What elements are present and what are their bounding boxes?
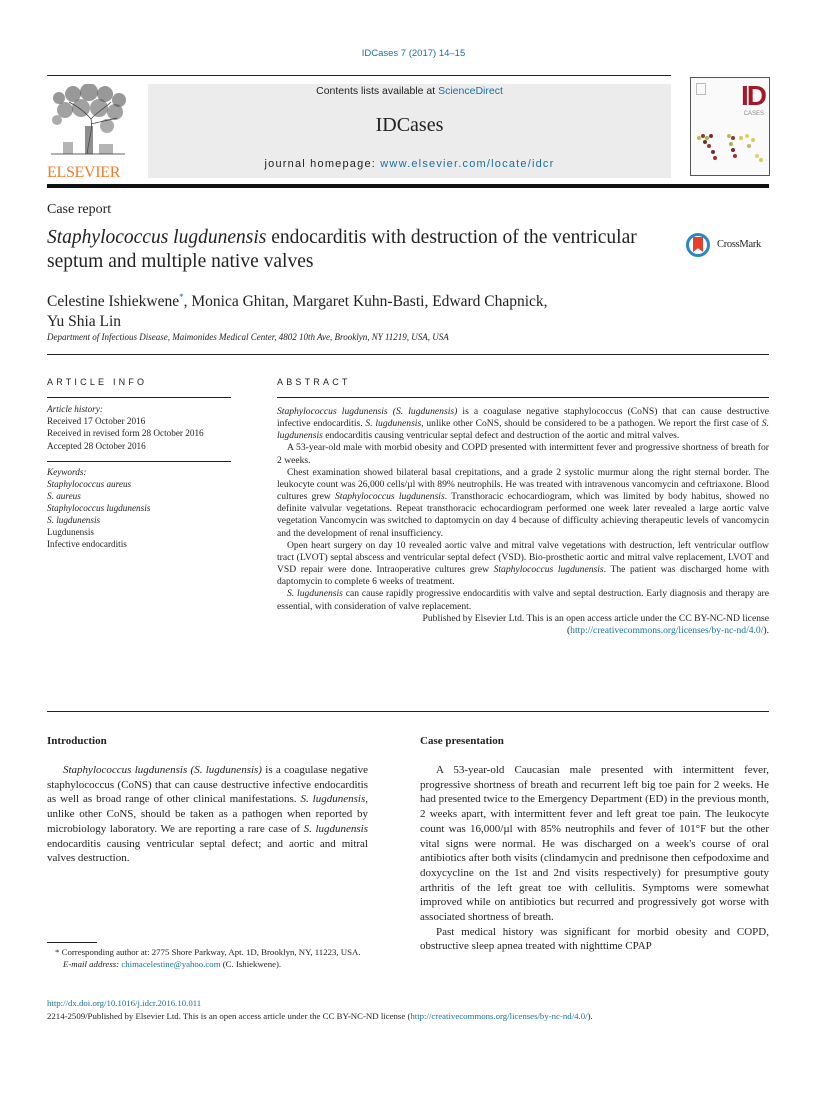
crossmark-badge[interactable]	[686, 233, 776, 263]
keyword: Staphylococcus lugdunensis	[47, 503, 151, 513]
keyword: Lugdunensis	[47, 527, 94, 537]
email-link[interactable]: chimacelestine@yahoo.com	[121, 959, 221, 969]
journal-title: IDCases	[375, 114, 444, 136]
abstract-text: is a coagulase negative staphylococcus (CoNS) that can cause destructive infective endocarditis.	[277, 406, 769, 430]
history-accepted: Accepted 28 October 2016	[47, 440, 146, 451]
title-italic-species: Staphylococcus lugdunensis	[47, 227, 267, 248]
journal-homepage-link[interactable]: www.elsevier.com/locate/idcr	[380, 158, 555, 170]
footer-license-link[interactable]: http://creativecommons.org/licenses/by-nc-nd/4.0/	[410, 1011, 588, 1021]
article-info-heading: ARTICLE INFO	[47, 377, 148, 387]
species-name: S. lugdunensis	[287, 588, 343, 600]
cover-subtitle: CASES	[743, 111, 764, 117]
footnote-mark: *	[55, 947, 60, 957]
abstract-heading: ABSTRACT	[277, 377, 351, 387]
article-title	[47, 226, 647, 274]
license-close: ).	[763, 624, 769, 636]
abstract-paragraph: A 53-year-old male with morbid obesity and COPD presented with intermittent fever and progressive shortness of breath for 2 weeks.	[277, 442, 769, 466]
cover-title: ID	[741, 80, 765, 111]
corresponding-address: Corresponding author at: 2775 Shore Parkway, Apt. 1D, Brooklyn, NY, 11223, USA.	[59, 947, 361, 957]
author-list: Celestine Ishiekwene*, Monica Ghitan, Margaret Kuhn-Basti, Edward Chapnick, Yu Shia Lin	[47, 292, 548, 331]
contents-prefix: Contents lists available at	[316, 85, 439, 97]
elsevier-tree-icon	[47, 84, 129, 160]
author-name[interactable]: Celestine Ishiekwene	[47, 293, 180, 311]
body-text: , unlike other CoNS, should be taken as a pathogen when reported by microbiology laboratory. We are reporting a rare case of	[47, 793, 368, 835]
author-name[interactable]: Margaret Kuhn-Basti	[292, 293, 425, 311]
license-text: Published by Elsevier Ltd. This is an open access article under the CC BY-NC-ND license (	[422, 612, 769, 636]
abstract-body	[277, 406, 769, 637]
abstract-text: Chest examination showed bilateral basal crepitations, and a grade 2 systolic murmur along the right sternal border. The leukocyte count was 26,000 cells/µl with 89% neutrophils. He was treated with intravenous vancomycin and ceftriaxone. Blood cultures grew	[277, 466, 769, 503]
abstract-paragraph	[277, 406, 769, 442]
species-name: S. lugdunensis	[365, 418, 422, 430]
abstract-paragraph	[277, 467, 769, 540]
page-footer	[47, 997, 769, 1023]
elsevier-logo	[47, 84, 131, 180]
species-name: S. lugdunensis	[303, 822, 368, 835]
abstract-paragraph	[277, 540, 769, 589]
keywords-rule	[47, 461, 231, 462]
case-paragraph: A 53-year-old Caucasian male presented with intermittent fever, progressive shortness of breath and recurrent left big toe pain for 2 weeks. He had presented twice to the Emergency Department (ED) in the previous month, 2 weeks apart, with intermittent fever and left great toe pain. The leukocyte count was 16,000/µl with 85% neutrophils and fever of 101°F but the other vital signs were normal. He was discharged on a week's course of oral antibiotics after both visits (clindamycin and prednisone then cefpodoxime and doxycycline on the 1st and 2nd visits respectively) for presumptive gouty arthritis of the left great toe with cellulitis. Symptoms were somewhat improved while on antibiotics but recurred and progressively got worse with associated shortness of breath.	[420, 764, 769, 924]
article-type: Case report	[47, 202, 112, 217]
history-received: Received 17 October 2016	[47, 416, 146, 427]
article-history-label: Article history:	[47, 404, 103, 414]
abstract-rule	[277, 397, 769, 398]
article-info-rule	[47, 397, 231, 398]
header-bottom-rule	[47, 354, 769, 355]
article-history	[47, 403, 237, 452]
keyword: Staphylococcus aureus	[47, 479, 132, 489]
introduction-paragraph	[47, 763, 368, 866]
keyword: S. lugdunensis	[47, 515, 101, 525]
body-text: endocarditis causing ventricular septal defect; and aortic and mitral valves destruction.	[47, 837, 368, 865]
species-name: Staphylococcus lugdunensis	[493, 564, 604, 576]
journal-cover-thumbnail[interactable]	[690, 77, 770, 176]
introduction-body	[47, 763, 368, 866]
journal-citation-link[interactable]: IDCases 7 (2017) 14–15	[361, 48, 466, 59]
contents-line	[148, 85, 671, 97]
world-map-icon	[691, 126, 769, 166]
abstract-text: endocarditis causing ventricular septal defect and destruction of the aortic and mitral valves.	[322, 430, 680, 442]
header-rule	[47, 75, 671, 76]
elsevier-wordmark: ELSEVIER	[47, 164, 121, 181]
author-name[interactable]: Yu Shia Lin	[47, 313, 122, 331]
body-text: is a coagulase negative staphylococcus (CoNS) that can cause destructive infective endocarditis as well as broad range of other clinical manifestations.	[47, 764, 368, 806]
case-presentation-body	[420, 763, 769, 954]
species-name: Staphylococcus lugdunensis (S. lugdunensis)	[63, 764, 262, 776]
keyword: Infective endocarditis	[47, 539, 127, 549]
author-name[interactable]: Monica Ghitan	[191, 293, 285, 311]
crossmark-label: CrossMark	[717, 239, 761, 250]
email-suffix: (C. Ishiekwene).	[220, 959, 282, 969]
email-label: E-mail address:	[63, 959, 122, 969]
abstract-text: . The patient was discharged home with daptomycin to complete 6 weeks of treatment.	[277, 564, 769, 588]
abstract-text: can cause rapidly progressive endocarditis with valve and septal destruction. Early diagnosis and therapy are essential, with consideration of valve replacement.	[277, 588, 769, 612]
abstract-bottom-rule	[47, 711, 769, 712]
corresponding-author-mark[interactable]: *	[179, 292, 184, 302]
abstract-text: Open heart surgery on day 10 revealed aortic valve and mitral valve vegetations with destruction, left ventricular outflow tract (LVOT) septal abscess and ventricular septal defect (VSD). Bio-prosthetic aortic and mitral valve replacement, LVOT and VSD repair were done. Intraoperative cultures grew	[277, 539, 769, 576]
title-rest: endocarditis with destruction of the ventricular septum and multiple native valves	[47, 227, 637, 272]
homepage-prefix: journal homepage:	[264, 158, 381, 170]
masthead-thick-rule	[47, 184, 769, 188]
footnote	[47, 946, 377, 970]
case-paragraph: Past medical history was significant for morbid obesity and COPD, obstructive sleep apnea treated with nighttime CPAP	[420, 925, 769, 953]
species-name: S. lugdunensis	[300, 793, 366, 806]
history-revised: Received in revised form 28 October 2016	[47, 428, 204, 439]
keywords-list	[47, 466, 237, 550]
species-name: Staphylococcus lugdunensis	[334, 491, 445, 503]
abstract-text: , unlike other CoNS, should be considered to be a pathogen. We report the first case of	[421, 418, 762, 430]
cc-license-link[interactable]: http://creativecommons.org/licenses/by-nc-nd/4.0/	[570, 624, 764, 636]
email-row	[47, 958, 377, 970]
footer-license-close: ).	[587, 1011, 593, 1021]
species-name: Staphylococcus lugdunensis (S. lugdunensis)	[277, 406, 458, 417]
sciencedirect-link[interactable]: ScienceDirect	[438, 85, 503, 97]
abstract-paragraph	[277, 588, 769, 612]
issn-text: 2214-2509/Published by Elsevier Ltd. This is an open access article under the CC BY-NC-ND license (	[47, 1011, 411, 1021]
species-name: S. lugdunensis	[277, 418, 769, 442]
keywords-label: Keywords:	[47, 467, 87, 477]
introduction-heading: Introduction	[47, 735, 107, 747]
author-affiliation: Department of Infectious Disease, Maimonides Medical Center, 4802 10th Ave, Brooklyn, NY 11219, USA, USA	[47, 332, 449, 342]
cover-badge-icon	[696, 83, 706, 95]
case-presentation-heading: Case presentation	[420, 735, 504, 747]
footnote-rule	[47, 942, 97, 943]
corresponding-author-note	[47, 946, 377, 958]
keyword: S. aureus	[47, 491, 81, 501]
doi-link[interactable]: http://dx.doi.org/10.1016/j.idcr.2016.10.011	[47, 998, 202, 1008]
abstract-license	[277, 613, 769, 637]
journal-homepage-line	[148, 158, 671, 170]
abstract-text: . Transthoracic echocardiogram, which was limited by body habitus, showed no definite valvular vegetations. Repeat transthoracic echocardiogram performed one week later revealed a large aortic valve vegetation Vancomycin was switched to daptomycin on day 4 because of difficulty achieving therapeutic levels of vancomycin and the development of renal insufficiency.	[277, 491, 769, 539]
journal-masthead	[148, 84, 671, 178]
author-name[interactable]: Edward Chapnick	[432, 293, 544, 311]
